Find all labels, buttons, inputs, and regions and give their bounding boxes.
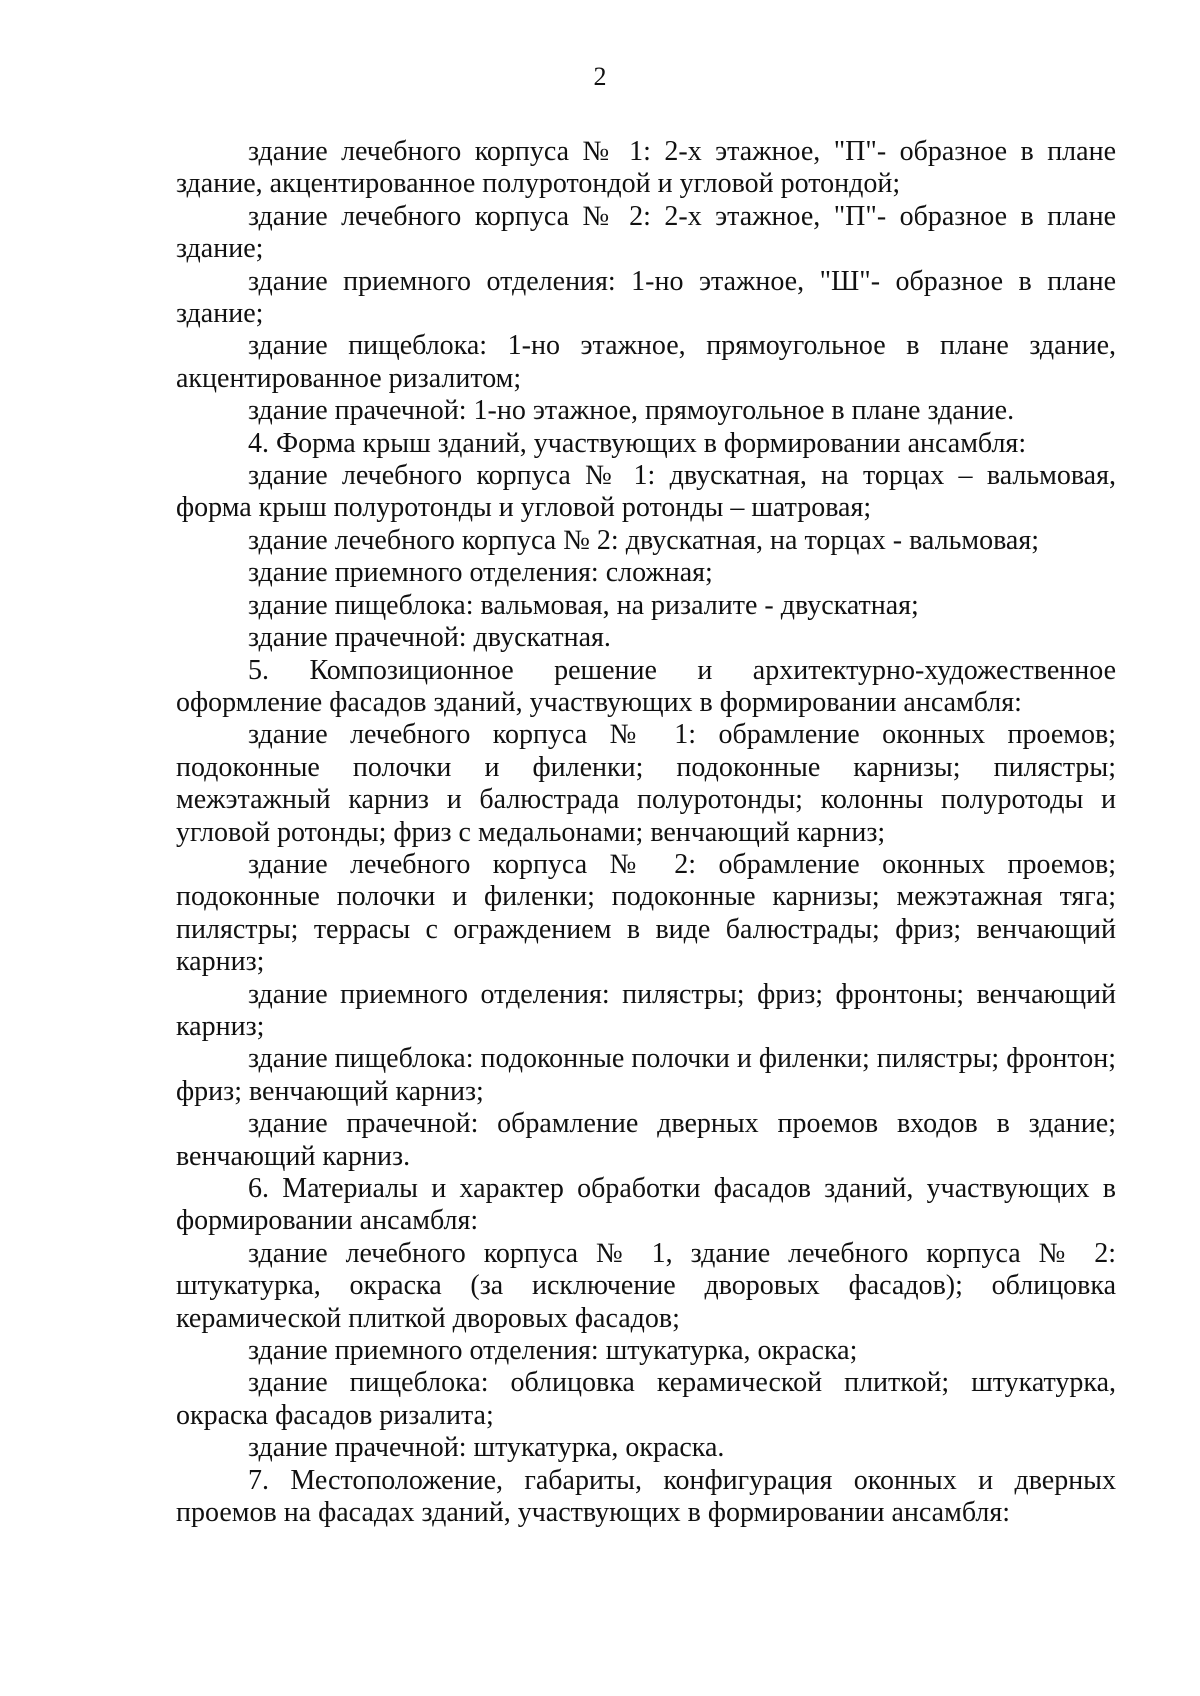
paragraph-buildings-1-2-materials: здание лечебного корпуса № 1, здание лечебного корпуса № 2: штукатурка, окраска (за исключение дворовых фасадов); облицовка керамической плиткой дворовых фасадов; xyxy=(176,1237,1116,1334)
paragraph-laundry-roof: здание прачечной: двускатная. xyxy=(248,622,611,654)
paragraph-kitchen-facade: здание пищеблока: подоконные полочки и филенки; пилястры; фронтон; фриз; венчающий карниз; xyxy=(176,1043,1116,1107)
paragraph-building-2-facade: здание лечебного корпуса № 2: обрамление оконных проемов; подоконные полочки и филенки; подоконные карнизы; межэтажная тяга; пилястры; террасы с ограждением в виде балюстрады; фриз; венчающий карниз; xyxy=(176,848,1116,978)
section-heading-roofs: 4. Форма крыш зданий, участвующих в формировании ансамбля: xyxy=(248,427,1027,459)
document-body xyxy=(176,136,1116,1529)
paragraph-laundry-facade: здание прачечной: обрамление дверных проемов входов в здание; венчающий карниз. xyxy=(176,1108,1116,1172)
paragraph-reception-plan: здание приемного отделения: 1-но этажное, "Ш"- образное в плане здание; xyxy=(176,265,1116,330)
section-heading-facade-design: 5. Композиционное решение и архитектурно-художественное оформление фасадов зданий, участвующих в формировании ансамбля: xyxy=(176,654,1116,718)
paragraph-kitchen-plan: здание пищеблока: 1-но этажное, прямоугольное в плане здание, акцентированное ризалитом; xyxy=(176,330,1116,394)
paragraph-reception-facade: здание приемного отделения: пилястры; фриз; фронтоны; венчающий карниз; xyxy=(176,978,1116,1042)
paragraph-kitchen-materials: здание пищеблока: облицовка керамической плиткой; штукатурка, окраска фасадов ризалита; xyxy=(176,1367,1116,1431)
paragraph-reception-materials: здание приемного отделения: штукатурка, окраска; xyxy=(248,1335,858,1367)
page-number: 2 xyxy=(593,62,607,91)
paragraph-laundry-plan: здание прачечной: 1-но этажное, прямоугольное в плане здание. xyxy=(248,395,1015,427)
paragraph-building-1-facade: здание лечебного корпуса № 1: обрамление оконных проемов; подоконные полочки и филенки; подоконные карнизы; пилястры; межэтажный карниз и балюстрада полуротонды; колонны полуротоды и угловой ротонды; фриз с медальонами; венчающий карниз; xyxy=(176,719,1116,848)
section-heading-materials: 6. Материалы и характер обработки фасадов зданий, участвующих в формировании ансамбля: xyxy=(176,1173,1116,1237)
paragraph-reception-roof: здание приемного отделения: сложная; xyxy=(248,557,713,589)
paragraph-kitchen-roof: здание пищеблока: вальмовая, на ризалите - двускатная; xyxy=(248,589,919,621)
paragraph-building-2-plan: здание лечебного корпуса № 2: 2-х этажное, "П"- образное в плане здание; xyxy=(176,200,1116,265)
paragraph-building-1-plan: здание лечебного корпуса № 1: 2-х этажное, "П"- образное в плане здание, акцентированное полуротондой и угловой ротондой; xyxy=(176,136,1116,200)
paragraph-building-2-roof: здание лечебного корпуса № 2: двускатная, на торцах - вальмовая; xyxy=(248,524,1039,556)
section-heading-openings: 7. Местоположение, габариты, конфигурация оконных и дверных проемов на фасадах зданий, участвующих в формировании ансамбля: xyxy=(176,1464,1116,1529)
paragraph-laundry-materials: здание прачечной: штукатурка, окраска. xyxy=(248,1432,725,1464)
paragraph-building-1-roof: здание лечебного корпуса № 1: двускатная, на торцах – вальмовая, форма крыш полуротонды и угловой ротонды – шатровая; xyxy=(176,460,1116,524)
